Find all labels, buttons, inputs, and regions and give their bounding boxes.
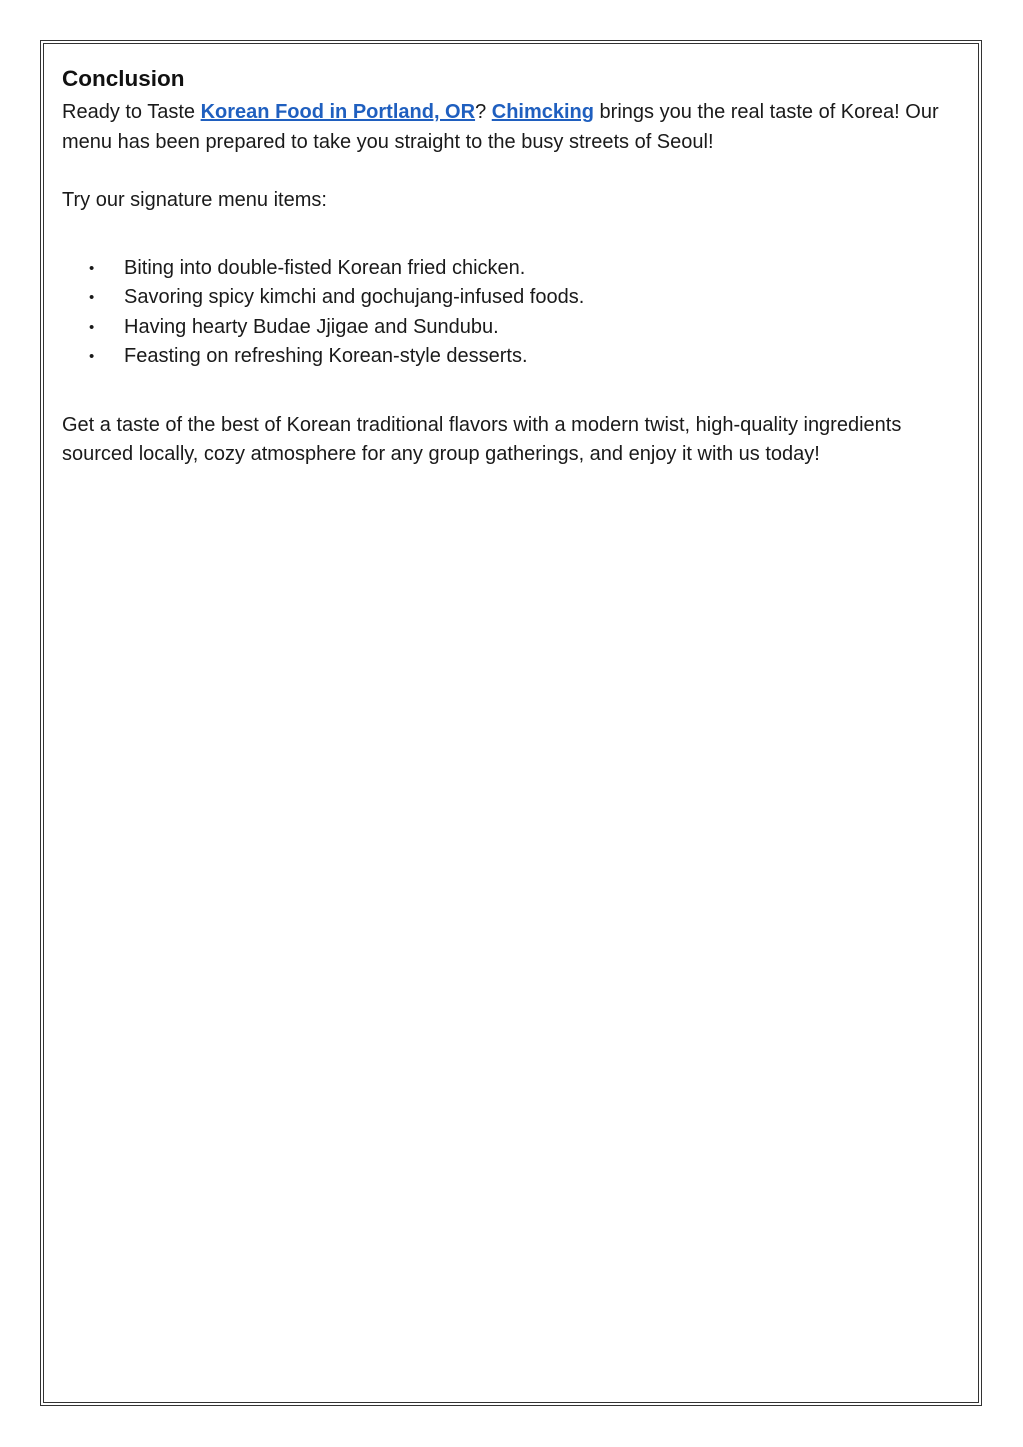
intro-paragraph bbox=[62, 98, 962, 157]
menu-heading: Try our signature menu items: bbox=[62, 189, 327, 211]
bullet-icon: • bbox=[89, 289, 95, 306]
list-item-text: Biting into double-fisted Korean fried chicken. bbox=[124, 256, 526, 279]
bullet-icon: • bbox=[89, 259, 95, 277]
menu-list bbox=[62, 254, 962, 372]
list-item bbox=[62, 342, 962, 372]
chimcking-link[interactable]: Chimcking bbox=[491, 101, 594, 123]
list-item bbox=[62, 313, 962, 343]
bullet-icon: • bbox=[89, 348, 95, 365]
korean-food-portland-link[interactable]: Korean Food in Portland, OR bbox=[200, 101, 476, 123]
intro-prefix: Ready to Taste bbox=[62, 101, 201, 123]
list-item bbox=[62, 283, 962, 313]
list-item-text: Feasting on refreshing Korean-style desserts. bbox=[124, 345, 528, 367]
page-title: Conclusion bbox=[62, 66, 185, 91]
bullet-icon: • bbox=[89, 318, 95, 336]
intro-between: ? bbox=[475, 101, 492, 123]
list-item-text: Savoring spicy kimchi and gochujang-infused foods. bbox=[124, 286, 585, 308]
document-content bbox=[62, 60, 962, 470]
list-item-text: Having hearty Budae Jjigae and Sundubu. bbox=[124, 315, 499, 338]
list-item bbox=[62, 254, 962, 284]
closing-paragraph: Get a taste of the best of Korean traditional flavors with a modern twist, high-quality ingredients sourced locally, cozy atmosphere for any group gatherings, and enjoy it with us today! bbox=[62, 413, 902, 465]
intro-suffix: brings you the real taste of Korea! Our menu has been prepared to take you straight to the busy streets of Seoul! bbox=[62, 101, 939, 153]
